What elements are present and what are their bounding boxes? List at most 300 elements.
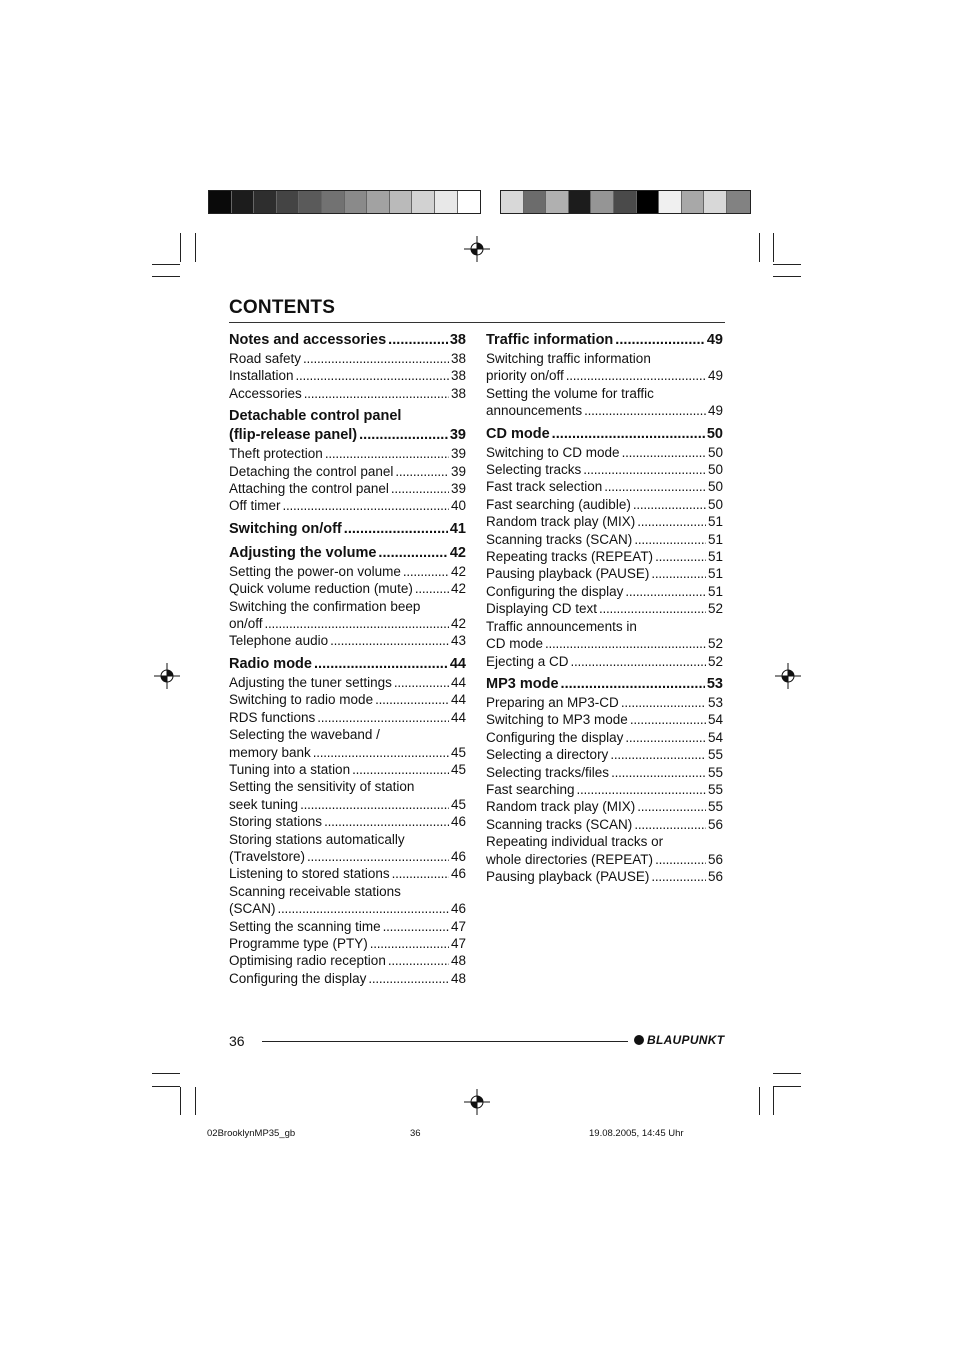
dot-leader xyxy=(375,691,449,708)
toc-text: Scanning tracks (SCAN) xyxy=(486,816,633,832)
toc-page-number: 50 xyxy=(707,479,723,495)
toc-entry-row xyxy=(486,764,723,781)
toc-entry-row xyxy=(229,350,466,367)
toc-text: Accessories xyxy=(229,385,302,401)
color-swatch xyxy=(254,191,277,213)
toc-text: Scanning tracks (SCAN) xyxy=(486,531,633,547)
toc-entry-row xyxy=(229,445,466,462)
toc-entry xyxy=(229,813,466,830)
dot-leader xyxy=(388,331,448,350)
crop-mark xyxy=(773,264,801,265)
section-heading-row xyxy=(229,426,466,445)
section-heading-row xyxy=(229,655,466,674)
toc-page-number: 51 xyxy=(707,583,723,599)
section-heading-row xyxy=(486,675,723,694)
dot-leader xyxy=(604,478,706,495)
toc-entry-line: Storing stations automatically xyxy=(229,831,405,847)
dot-leader xyxy=(545,635,706,652)
toc-text: whole directories (REPEAT) xyxy=(486,851,654,867)
crop-mark xyxy=(759,233,760,262)
toc-entry-row xyxy=(486,711,723,728)
color-swatch xyxy=(501,191,524,213)
toc-entry-row xyxy=(486,565,723,582)
toc-entry-row xyxy=(229,935,466,952)
toc-text: Traffic information xyxy=(486,332,614,348)
toc-entry xyxy=(229,935,466,952)
crop-mark xyxy=(759,1087,760,1115)
toc-entry-row xyxy=(229,848,466,865)
toc-entry-row xyxy=(229,480,466,497)
toc-entry xyxy=(229,831,466,866)
toc-page-number: 56 xyxy=(707,816,723,832)
toc-page-number: 39 xyxy=(449,427,466,444)
dot-leader xyxy=(655,851,706,868)
dot-leader xyxy=(317,709,449,726)
dot-leader xyxy=(304,385,449,402)
toc-entry xyxy=(486,868,723,885)
color-swatch xyxy=(277,191,300,213)
toc-text: Configuring the display xyxy=(486,583,624,599)
toc-entry xyxy=(486,385,723,420)
toc-entry xyxy=(486,565,723,582)
toc-page-number: 48 xyxy=(450,953,466,969)
dot-leader xyxy=(352,761,449,778)
crop-mark xyxy=(195,233,196,262)
toc-entry-row xyxy=(229,367,466,384)
toc-entry-row xyxy=(486,781,723,798)
toc-page-number: 49 xyxy=(707,403,723,419)
toc-entry xyxy=(486,461,723,478)
toc-entry-row xyxy=(229,761,466,778)
toc-text: RDS functions xyxy=(229,709,316,725)
toc-entry xyxy=(229,970,466,987)
toc-page-number: 48 xyxy=(450,970,466,986)
toc-entry xyxy=(486,729,723,746)
dot-leader xyxy=(611,764,706,781)
dot-leader xyxy=(388,952,449,969)
toc-entry-row xyxy=(486,851,723,868)
toc-entry xyxy=(229,726,466,761)
toc-entry xyxy=(486,350,723,385)
dot-leader xyxy=(655,548,706,565)
toc-entry xyxy=(486,653,723,670)
dot-leader xyxy=(378,544,447,563)
crop-mark xyxy=(152,1086,180,1087)
toc-entry xyxy=(229,367,466,384)
toc-text: CD mode xyxy=(486,636,544,652)
footer-divider xyxy=(262,1041,628,1042)
toc-entry xyxy=(229,563,466,580)
toc-entry-row xyxy=(486,548,723,565)
toc-entry-line: Repeating individual tracks or xyxy=(486,834,664,850)
toc-entry xyxy=(486,478,723,495)
toc-text: memory bank xyxy=(229,744,311,760)
toc-page-number: 38 xyxy=(450,368,466,384)
toc-entry-row xyxy=(486,513,723,530)
dot-leader xyxy=(566,367,706,384)
section-heading xyxy=(229,655,466,674)
toc-text: Ejecting a CD xyxy=(486,653,569,669)
section-heading xyxy=(486,331,723,350)
toc-entry-row xyxy=(229,970,466,987)
toc-page-number: 42 xyxy=(450,563,466,579)
toc-entry xyxy=(229,580,466,597)
toc-section xyxy=(486,675,723,885)
dot-leader xyxy=(552,425,705,444)
toc-entry xyxy=(229,883,466,918)
toc-text: Setting the power-on volume xyxy=(229,563,401,579)
dot-leader xyxy=(415,580,449,597)
toc-entry-row xyxy=(229,563,466,580)
toc-entry xyxy=(229,385,466,402)
dot-leader xyxy=(278,900,449,917)
toc-entry xyxy=(486,444,723,461)
toc-entry-row xyxy=(486,729,723,746)
toc-text: Pausing playback (PAUSE) xyxy=(486,566,650,582)
color-swatch xyxy=(682,191,705,213)
toc-section xyxy=(229,331,466,402)
crop-mark xyxy=(152,276,180,277)
toc-page-number: 41 xyxy=(449,520,466,537)
color-bar-right xyxy=(500,190,751,214)
toc-page-number: 49 xyxy=(707,368,723,384)
dot-leader xyxy=(615,331,705,350)
toc-entry-row xyxy=(486,600,723,617)
dot-leader xyxy=(265,615,449,632)
toc-page-number: 51 xyxy=(707,566,723,582)
section-heading xyxy=(486,425,723,444)
crop-mark xyxy=(152,1073,180,1074)
toc-entry xyxy=(486,618,723,653)
toc-entry xyxy=(486,798,723,815)
toc-page-number: 52 xyxy=(707,653,723,669)
toc-page-number: 40 xyxy=(450,498,466,514)
registration-target-icon xyxy=(464,236,490,262)
toc-text: CD mode xyxy=(486,425,550,442)
toc-entry-row xyxy=(229,580,466,597)
toc-text: (Travelstore) xyxy=(229,848,306,864)
dot-leader xyxy=(584,402,706,419)
toc-page-number: 47 xyxy=(450,918,466,934)
toc-page-number: 55 xyxy=(707,747,723,763)
toc-page-number: 39 xyxy=(450,446,466,462)
dot-leader xyxy=(561,675,705,694)
section-heading xyxy=(229,407,466,445)
dot-leader xyxy=(630,711,706,728)
toc-entry-row xyxy=(229,632,466,649)
dot-leader xyxy=(296,367,449,384)
toc-entry-row xyxy=(229,709,466,726)
toc-entry-row xyxy=(229,813,466,830)
toc-page-number: 44 xyxy=(450,709,466,725)
toc-entry-row xyxy=(229,918,466,935)
dot-leader xyxy=(651,868,706,885)
color-swatch xyxy=(232,191,255,213)
toc-page-number: 51 xyxy=(707,531,723,547)
toc-entry xyxy=(229,778,466,813)
toc-text: Programme type (PTY) xyxy=(229,935,368,951)
toc-text: Selecting tracks xyxy=(486,462,582,478)
toc-page-number: 46 xyxy=(450,866,466,882)
toc-page-number: 47 xyxy=(450,935,466,951)
section-heading xyxy=(229,520,466,539)
toc-entry-line: Setting the sensitivity of station xyxy=(229,779,415,795)
slug-filename: 02BrooklynMP35_gb xyxy=(207,1128,296,1139)
toc-text: Detaching the control panel xyxy=(229,463,394,479)
toc-section xyxy=(229,407,466,515)
toc-entry-row xyxy=(229,497,466,514)
dot-leader xyxy=(368,970,449,987)
toc-entry xyxy=(486,600,723,617)
toc-entry-row xyxy=(229,385,466,402)
color-swatch xyxy=(614,191,637,213)
toc-page-number: 42 xyxy=(449,544,466,561)
toc-page-number: 50 xyxy=(707,462,723,478)
brand-dot-icon xyxy=(634,1035,644,1045)
toc-entry-row xyxy=(486,583,723,600)
toc-entry-line: Switching the confirmation beep xyxy=(229,598,421,614)
dot-leader xyxy=(394,674,449,691)
slug-date: 19.08.2005, 14:45 Uhr xyxy=(589,1128,684,1139)
dot-leader xyxy=(283,497,449,514)
dot-leader xyxy=(391,480,449,497)
page-number: 36 xyxy=(229,1033,245,1049)
dot-leader xyxy=(313,744,449,761)
toc-entry xyxy=(486,816,723,833)
toc-entry-row xyxy=(486,367,723,384)
registration-target-icon xyxy=(464,1089,490,1115)
toc-entry xyxy=(486,746,723,763)
toc-entry-row xyxy=(486,402,723,419)
toc-entry-row xyxy=(229,674,466,691)
toc-page-number: 55 xyxy=(707,781,723,797)
dot-leader xyxy=(370,935,449,952)
toc-page-number: 38 xyxy=(450,351,466,366)
dot-leader xyxy=(325,445,449,462)
color-swatch xyxy=(704,191,727,213)
toc-text: (SCAN) xyxy=(229,901,276,917)
toc-page-number: 44 xyxy=(450,692,466,708)
toc-text: Quick volume reduction (mute) xyxy=(229,581,413,597)
toc-entry xyxy=(229,952,466,969)
dot-leader xyxy=(577,781,706,798)
section-heading-row xyxy=(229,520,466,539)
toc-page-number: 42 xyxy=(450,616,466,632)
toc-text: Random track play (MIX) xyxy=(486,514,636,530)
dot-leader xyxy=(633,496,706,513)
color-swatch xyxy=(299,191,322,213)
toc-text: priority on/off xyxy=(486,368,564,384)
toc-page-number: 51 xyxy=(707,549,723,565)
dot-leader xyxy=(625,583,706,600)
crop-mark xyxy=(773,276,801,277)
toc-entry-line: Switching traffic information xyxy=(486,351,651,366)
color-swatch xyxy=(209,191,232,213)
toc-text: Selecting tracks/files xyxy=(486,764,610,780)
toc-text: Optimising radio reception xyxy=(229,953,386,969)
toc-text: Storing stations xyxy=(229,814,323,830)
toc-text: Switching to MP3 mode xyxy=(486,712,628,728)
color-swatch xyxy=(659,191,682,213)
section-heading-row xyxy=(229,544,466,563)
toc-entry xyxy=(486,711,723,728)
toc-entry xyxy=(486,781,723,798)
toc-entry-row xyxy=(486,694,723,711)
toc-page-number: 56 xyxy=(707,851,723,867)
crop-mark xyxy=(773,1073,801,1074)
toc-entry-row xyxy=(486,816,723,833)
toc-page-number: 52 xyxy=(707,636,723,652)
toc-text: Listening to stored stations xyxy=(229,866,390,882)
toc-page-number: 52 xyxy=(707,601,723,617)
toc-page-number: 39 xyxy=(450,481,466,497)
toc-entry-row xyxy=(486,444,723,461)
toc-text: Preparing an MP3-CD xyxy=(486,694,619,710)
toc-text: on/off xyxy=(229,616,263,632)
toc-page-number: 56 xyxy=(707,868,723,884)
crop-mark xyxy=(180,1087,181,1115)
color-swatch xyxy=(727,191,750,213)
toc-page-number: 46 xyxy=(450,901,466,917)
toc-entry-row xyxy=(229,744,466,761)
toc-entry xyxy=(486,531,723,548)
toc-column-right xyxy=(486,329,723,890)
toc-page-number: 53 xyxy=(706,675,723,692)
color-swatch xyxy=(435,191,458,213)
registration-target-icon xyxy=(775,663,801,689)
toc-entry-row xyxy=(229,952,466,969)
toc-section xyxy=(229,520,466,539)
toc-entry-row xyxy=(486,635,723,652)
brand-logo xyxy=(634,1033,724,1047)
section-heading-row xyxy=(486,331,723,350)
crop-mark xyxy=(773,233,774,262)
toc-section xyxy=(229,655,466,987)
toc-entry xyxy=(229,632,466,649)
toc-entry xyxy=(229,709,466,726)
dot-leader xyxy=(383,918,449,935)
toc-page-number: 50 xyxy=(707,496,723,512)
toc-text: Displaying CD text xyxy=(486,601,598,617)
toc-entry xyxy=(486,764,723,781)
toc-page-number: 46 xyxy=(450,848,466,864)
toc-text: Installation xyxy=(229,368,294,384)
toc-page-number: 43 xyxy=(450,633,466,649)
dot-leader xyxy=(637,513,706,530)
toc-text: Configuring the display xyxy=(486,729,624,745)
section-heading-line: Detachable control panel xyxy=(229,408,402,425)
color-swatch xyxy=(569,191,592,213)
color-swatch xyxy=(637,191,660,213)
toc-text: announcements xyxy=(486,403,583,419)
toc-text: Fast searching xyxy=(486,781,575,797)
toc-entry-row xyxy=(229,615,466,632)
color-swatch xyxy=(367,191,390,213)
dot-leader xyxy=(300,796,449,813)
color-swatch xyxy=(345,191,368,213)
color-swatch xyxy=(322,191,345,213)
toc-entry-line: Scanning receivable stations xyxy=(229,883,401,899)
dot-leader xyxy=(395,463,449,480)
dot-leader xyxy=(307,848,449,865)
color-swatch xyxy=(458,191,481,213)
section-heading-row xyxy=(486,425,723,444)
crop-mark xyxy=(152,264,180,265)
registration-target-icon xyxy=(154,663,180,689)
color-swatch xyxy=(390,191,413,213)
dot-leader xyxy=(571,653,706,670)
toc-entry-row xyxy=(486,798,723,815)
color-bar-left xyxy=(208,190,481,214)
toc-text: (flip-release panel) xyxy=(229,427,358,444)
dot-leader xyxy=(314,655,448,674)
color-swatch xyxy=(546,191,569,213)
crop-mark xyxy=(195,1087,196,1115)
dot-leader xyxy=(392,865,449,882)
toc-entry xyxy=(229,865,466,882)
toc-text: Switching to radio mode xyxy=(229,692,374,708)
title-divider xyxy=(229,322,725,323)
dot-leader xyxy=(583,461,706,478)
toc-page-number: 49 xyxy=(706,332,723,348)
toc-entry-row xyxy=(486,653,723,670)
dot-leader xyxy=(403,563,449,580)
toc-entry xyxy=(229,350,466,367)
toc-entry-row xyxy=(229,691,466,708)
toc-page-number: 38 xyxy=(450,385,466,401)
toc-page-number: 44 xyxy=(450,674,466,690)
toc-page-number: 44 xyxy=(449,655,466,672)
toc-entry xyxy=(229,761,466,778)
section-heading xyxy=(229,544,466,563)
toc-entry-row xyxy=(486,478,723,495)
toc-entry-row xyxy=(486,746,723,763)
toc-entry xyxy=(229,497,466,514)
toc-text: Adjusting the tuner settings xyxy=(229,674,392,690)
crop-mark xyxy=(773,1087,774,1115)
brand-name: BLAUPUNKT xyxy=(647,1033,725,1047)
toc-section xyxy=(486,425,723,670)
toc-entry-row xyxy=(486,461,723,478)
toc-entry-line: Setting the volume for traffic xyxy=(486,385,654,401)
toc-page-number: 45 xyxy=(450,744,466,760)
toc-text: Attaching the control panel xyxy=(229,481,389,497)
color-swatch xyxy=(412,191,435,213)
toc-entry xyxy=(229,463,466,480)
toc-entry-row xyxy=(229,796,466,813)
toc-page-number: 38 xyxy=(449,332,466,348)
toc-text: Pausing playback (PAUSE) xyxy=(486,868,650,884)
toc-text: Setting the scanning time xyxy=(229,918,381,934)
toc-text: Adjusting the volume xyxy=(229,544,377,561)
toc-page-number: 53 xyxy=(707,694,723,710)
toc-page-number: 54 xyxy=(707,712,723,728)
toc-page-number: 45 xyxy=(450,761,466,777)
toc-entry xyxy=(486,496,723,513)
crop-mark xyxy=(180,233,181,262)
toc-entry xyxy=(486,583,723,600)
toc-text: Fast searching (audible) xyxy=(486,496,631,512)
toc-entry-line: Traffic announcements in xyxy=(486,618,637,634)
toc-text: Switching to CD mode xyxy=(486,444,620,460)
toc-text: Notes and accessories xyxy=(229,332,387,348)
dot-leader xyxy=(625,729,706,746)
slug-page: 36 xyxy=(410,1128,421,1139)
toc-page-number: 50 xyxy=(706,425,723,442)
toc-text: Tuning into a station xyxy=(229,761,351,777)
toc-page-number: 42 xyxy=(450,581,466,597)
dot-leader xyxy=(303,350,449,367)
